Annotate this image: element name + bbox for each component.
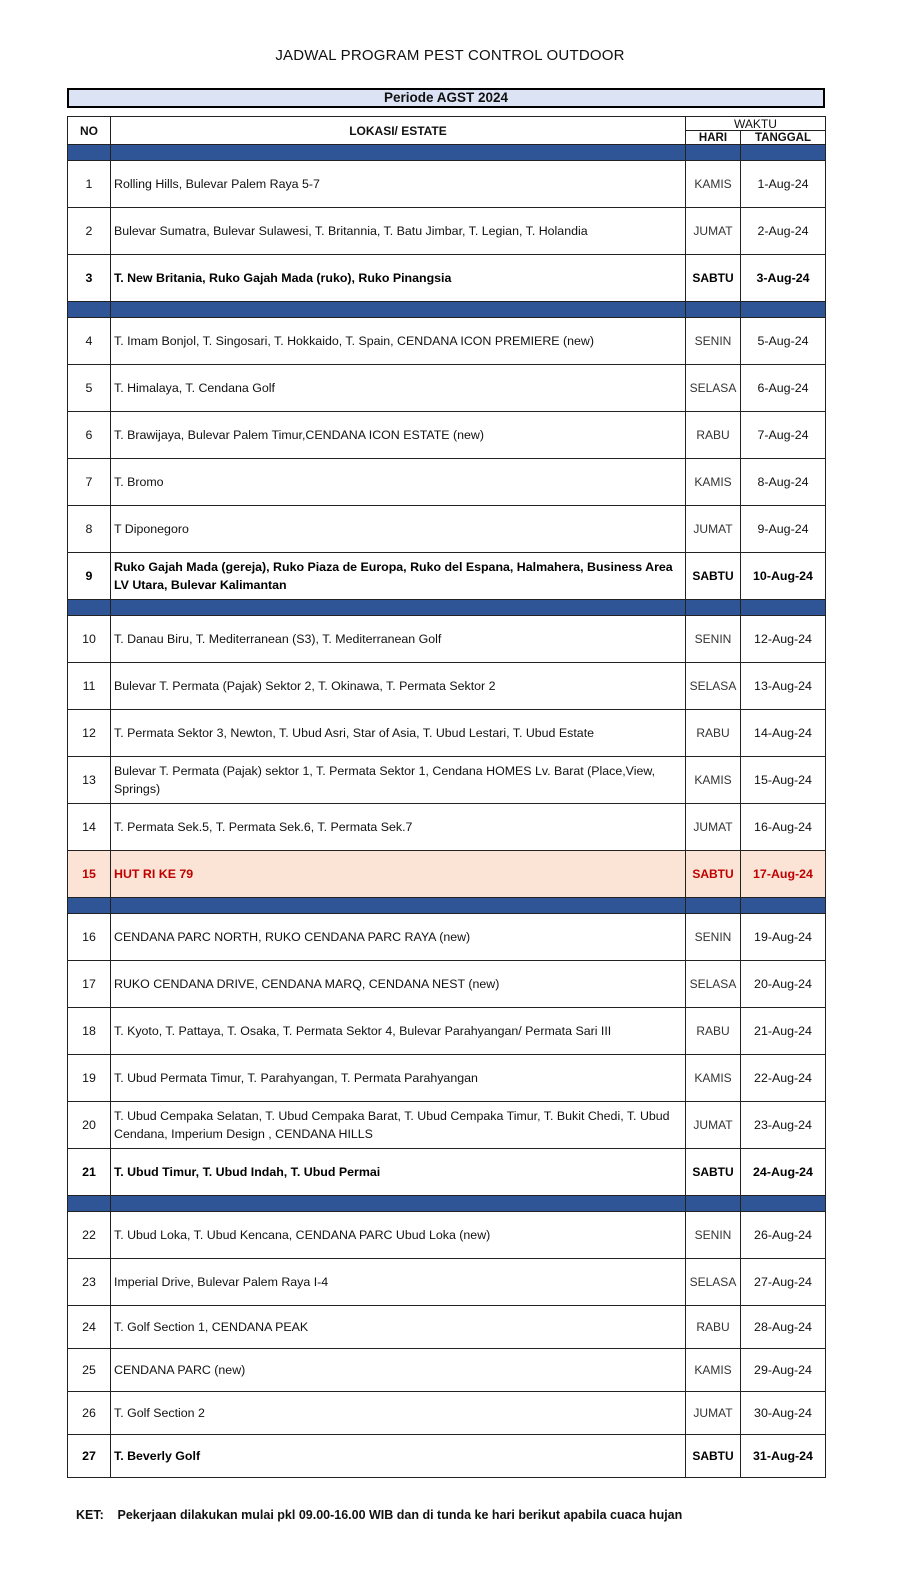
row-location: T. Himalaya, T. Cendana Golf [111, 365, 686, 412]
separator-cell [740, 1196, 825, 1212]
row-day: JUMAT [685, 804, 740, 851]
row-date: 30-Aug-24 [740, 1392, 825, 1435]
row-date: 17-Aug-24 [740, 851, 825, 898]
separator-cell [111, 898, 686, 914]
row-location: T. Kyoto, T. Pattaya, T. Osaka, T. Permata Sektor 4, Bulevar Parahyangan/ Permata Sari III [111, 1008, 686, 1055]
schedule-table [67, 116, 826, 1478]
row-location: T. Golf Section 2 [111, 1392, 686, 1435]
row-number: 9 [68, 553, 111, 600]
row-date: 22-Aug-24 [740, 1055, 825, 1102]
table-row [68, 1392, 826, 1435]
separator-cell [740, 145, 825, 161]
row-location: T. Brawijaya, Bulevar Palem Timur,CENDANA ICON ESTATE (new) [111, 412, 686, 459]
week-separator [68, 1196, 826, 1212]
row-day: SELASA [685, 961, 740, 1008]
row-location: CENDANA PARC (new) [111, 1349, 686, 1392]
row-location: RUKO CENDANA DRIVE, CENDANA MARQ, CENDANA NEST (new) [111, 961, 686, 1008]
row-day: RABU [685, 1008, 740, 1055]
table-row [68, 318, 826, 365]
table-row [68, 255, 826, 302]
row-location: T Diponegoro [111, 506, 686, 553]
row-day: JUMAT [685, 506, 740, 553]
row-location: Rolling Hills, Bulevar Palem Raya 5-7 [111, 161, 686, 208]
row-date: 14-Aug-24 [740, 710, 825, 757]
table-row [68, 851, 826, 898]
row-date: 2-Aug-24 [740, 208, 825, 255]
row-location: T. Permata Sek.5, T. Permata Sek.6, T. Permata Sek.7 [111, 804, 686, 851]
row-date: 9-Aug-24 [740, 506, 825, 553]
separator-cell [685, 1196, 740, 1212]
week-separator [68, 600, 826, 616]
row-number: 8 [68, 506, 111, 553]
separator-cell [685, 145, 740, 161]
row-number: 18 [68, 1008, 111, 1055]
table-row [68, 412, 826, 459]
row-number: 27 [68, 1435, 111, 1478]
row-location: T. Danau Biru, T. Mediterranean (S3), T. Mediterranean Golf [111, 616, 686, 663]
row-number: 2 [68, 208, 111, 255]
header-no: NO [68, 117, 111, 145]
separator-cell [68, 1196, 111, 1212]
row-location: T. Ubud Timur, T. Ubud Indah, T. Ubud Permai [111, 1149, 686, 1196]
row-date: 23-Aug-24 [740, 1102, 825, 1149]
row-day: SENIN [685, 1212, 740, 1259]
row-location: Bulevar T. Permata (Pajak) Sektor 2, T. Okinawa, T. Permata Sektor 2 [111, 663, 686, 710]
separator-cell [740, 898, 825, 914]
row-number: 4 [68, 318, 111, 365]
row-day: SABTU [685, 851, 740, 898]
row-number: 24 [68, 1306, 111, 1349]
separator-cell [111, 600, 686, 616]
row-location: T. Permata Sektor 3, Newton, T. Ubud Asri, Star of Asia, T. Ubud Lestari, T. Ubud Estate [111, 710, 686, 757]
row-date: 20-Aug-24 [740, 961, 825, 1008]
row-number: 6 [68, 412, 111, 459]
separator-cell [111, 1196, 686, 1212]
separator-cell [111, 145, 686, 161]
row-date: 31-Aug-24 [740, 1435, 825, 1478]
row-date: 13-Aug-24 [740, 663, 825, 710]
row-location: Ruko Gajah Mada (gereja), Ruko Piaza de Europa, Ruko del Espana, Halmahera, Business Area LV Utara, Bulevar Kalimantan [111, 553, 686, 600]
separator-cell [68, 302, 111, 318]
row-day: SELASA [685, 1259, 740, 1306]
row-location: Bulevar T. Permata (Pajak) sektor 1, T. Permata Sektor 1, Cendana HOMES Lv. Barat (Place,View, Springs) [111, 757, 686, 804]
document-title: JADWAL PROGRAM PEST CONTROL OUTDOOR [275, 47, 625, 64]
row-number: 11 [68, 663, 111, 710]
table-row [68, 208, 826, 255]
row-day: RABU [685, 1306, 740, 1349]
row-date: 19-Aug-24 [740, 914, 825, 961]
footnote-text: Pekerjaan dilakukan mulai pkl 09.00-16.00 WIB dan di tunda ke hari berikut apabila cuaca hujan [117, 1508, 683, 1522]
row-day: SABTU [685, 1435, 740, 1478]
separator-cell [68, 898, 111, 914]
row-location: T. Bromo [111, 459, 686, 506]
row-date: 16-Aug-24 [740, 804, 825, 851]
row-date: 10-Aug-24 [740, 553, 825, 600]
table-row [68, 961, 826, 1008]
row-number: 15 [68, 851, 111, 898]
row-number: 16 [68, 914, 111, 961]
separator-cell [740, 600, 825, 616]
table-row [68, 365, 826, 412]
separator-cell [68, 600, 111, 616]
table-row [68, 553, 826, 600]
separator-cell [685, 600, 740, 616]
table-row [68, 1259, 826, 1306]
row-date: 12-Aug-24 [740, 616, 825, 663]
row-day: KAMIS [685, 161, 740, 208]
row-day: SELASA [685, 663, 740, 710]
row-number: 14 [68, 804, 111, 851]
table-row [68, 1435, 826, 1478]
row-number: 17 [68, 961, 111, 1008]
table-row [68, 663, 826, 710]
row-number: 20 [68, 1102, 111, 1149]
row-location: CENDANA PARC NORTH, RUKO CENDANA PARC RAYA (new) [111, 914, 686, 961]
row-day: SENIN [685, 616, 740, 663]
row-number: 7 [68, 459, 111, 506]
separator-cell [685, 302, 740, 318]
row-day: SABTU [685, 255, 740, 302]
row-date: 7-Aug-24 [740, 412, 825, 459]
row-date: 24-Aug-24 [740, 1149, 825, 1196]
row-location: T. Imam Bonjol, T. Singosari, T. Hokkaido, T. Spain, CENDANA ICON PREMIERE (new) [111, 318, 686, 365]
row-day: RABU [685, 710, 740, 757]
footnote [76, 1508, 682, 1522]
row-date: 1-Aug-24 [740, 161, 825, 208]
row-date: 8-Aug-24 [740, 459, 825, 506]
table-row [68, 804, 826, 851]
row-number: 10 [68, 616, 111, 663]
row-number: 13 [68, 757, 111, 804]
row-date: 5-Aug-24 [740, 318, 825, 365]
row-day: JUMAT [685, 1392, 740, 1435]
row-location: Imperial Drive, Bulevar Palem Raya I-4 [111, 1259, 686, 1306]
row-date: 27-Aug-24 [740, 1259, 825, 1306]
row-number: 22 [68, 1212, 111, 1259]
header-hari: HARI [685, 131, 740, 145]
row-day: SENIN [685, 318, 740, 365]
table-row [68, 757, 826, 804]
row-number: 21 [68, 1149, 111, 1196]
header-waktu: WAKTU [685, 117, 825, 131]
week-separator [68, 145, 826, 161]
row-number: 1 [68, 161, 111, 208]
separator-cell [68, 145, 111, 161]
row-date: 21-Aug-24 [740, 1008, 825, 1055]
period-banner: Periode AGST 2024 [67, 88, 825, 108]
row-day: JUMAT [685, 1102, 740, 1149]
table-row [68, 616, 826, 663]
row-number: 25 [68, 1349, 111, 1392]
header-tanggal: TANGGAL [740, 131, 825, 145]
row-date: 26-Aug-24 [740, 1212, 825, 1259]
row-location: HUT RI KE 79 [111, 851, 686, 898]
row-date: 6-Aug-24 [740, 365, 825, 412]
row-location: T. Beverly Golf [111, 1435, 686, 1478]
row-date: 29-Aug-24 [740, 1349, 825, 1392]
row-location: Bulevar Sumatra, Bulevar Sulawesi, T. Britannia, T. Batu Jimbar, T. Legian, T. Holandia [111, 208, 686, 255]
row-number: 12 [68, 710, 111, 757]
row-day: KAMIS [685, 1349, 740, 1392]
row-number: 5 [68, 365, 111, 412]
row-day: RABU [685, 412, 740, 459]
table-row [68, 506, 826, 553]
separator-cell [111, 302, 686, 318]
row-day: KAMIS [685, 757, 740, 804]
table-row [68, 914, 826, 961]
row-location: T. Ubud Cempaka Selatan, T. Ubud Cempaka Barat, T. Ubud Cempaka Timur, T. Bukit Chedi, T. Ubud Cendana, Imperium Design , CENDANA HILLS [111, 1102, 686, 1149]
row-number: 23 [68, 1259, 111, 1306]
row-day: SELASA [685, 365, 740, 412]
footnote-label: KET: [76, 1508, 104, 1522]
table-row [68, 1306, 826, 1349]
header-lokasi: LOKASI/ ESTATE [111, 117, 686, 145]
week-separator [68, 302, 826, 318]
table-row [68, 1055, 826, 1102]
row-date: 28-Aug-24 [740, 1306, 825, 1349]
row-day: JUMAT [685, 208, 740, 255]
table-row [68, 710, 826, 757]
row-number: 3 [68, 255, 111, 302]
row-day: SENIN [685, 914, 740, 961]
table-row [68, 1349, 826, 1392]
row-date: 3-Aug-24 [740, 255, 825, 302]
schedule-body [68, 145, 826, 1478]
row-location: T. Golf Section 1, CENDANA PEAK [111, 1306, 686, 1349]
row-day: SABTU [685, 1149, 740, 1196]
separator-cell [740, 302, 825, 318]
separator-cell [685, 898, 740, 914]
row-day: KAMIS [685, 1055, 740, 1102]
row-location: T. Ubud Loka, T. Ubud Kencana, CENDANA PARC Ubud Loka (new) [111, 1212, 686, 1259]
table-row [68, 1212, 826, 1259]
row-day: KAMIS [685, 459, 740, 506]
row-location: T. Ubud Permata Timur, T. Parahyangan, T. Permata Parahyangan [111, 1055, 686, 1102]
row-date: 15-Aug-24 [740, 757, 825, 804]
row-number: 19 [68, 1055, 111, 1102]
table-row [68, 1102, 826, 1149]
table-row [68, 459, 826, 506]
row-number: 26 [68, 1392, 111, 1435]
row-day: SABTU [685, 553, 740, 600]
row-location: T. New Britania, Ruko Gajah Mada (ruko), Ruko Pinangsia [111, 255, 686, 302]
table-row [68, 1149, 826, 1196]
table-row [68, 1008, 826, 1055]
table-row [68, 161, 826, 208]
week-separator [68, 898, 826, 914]
